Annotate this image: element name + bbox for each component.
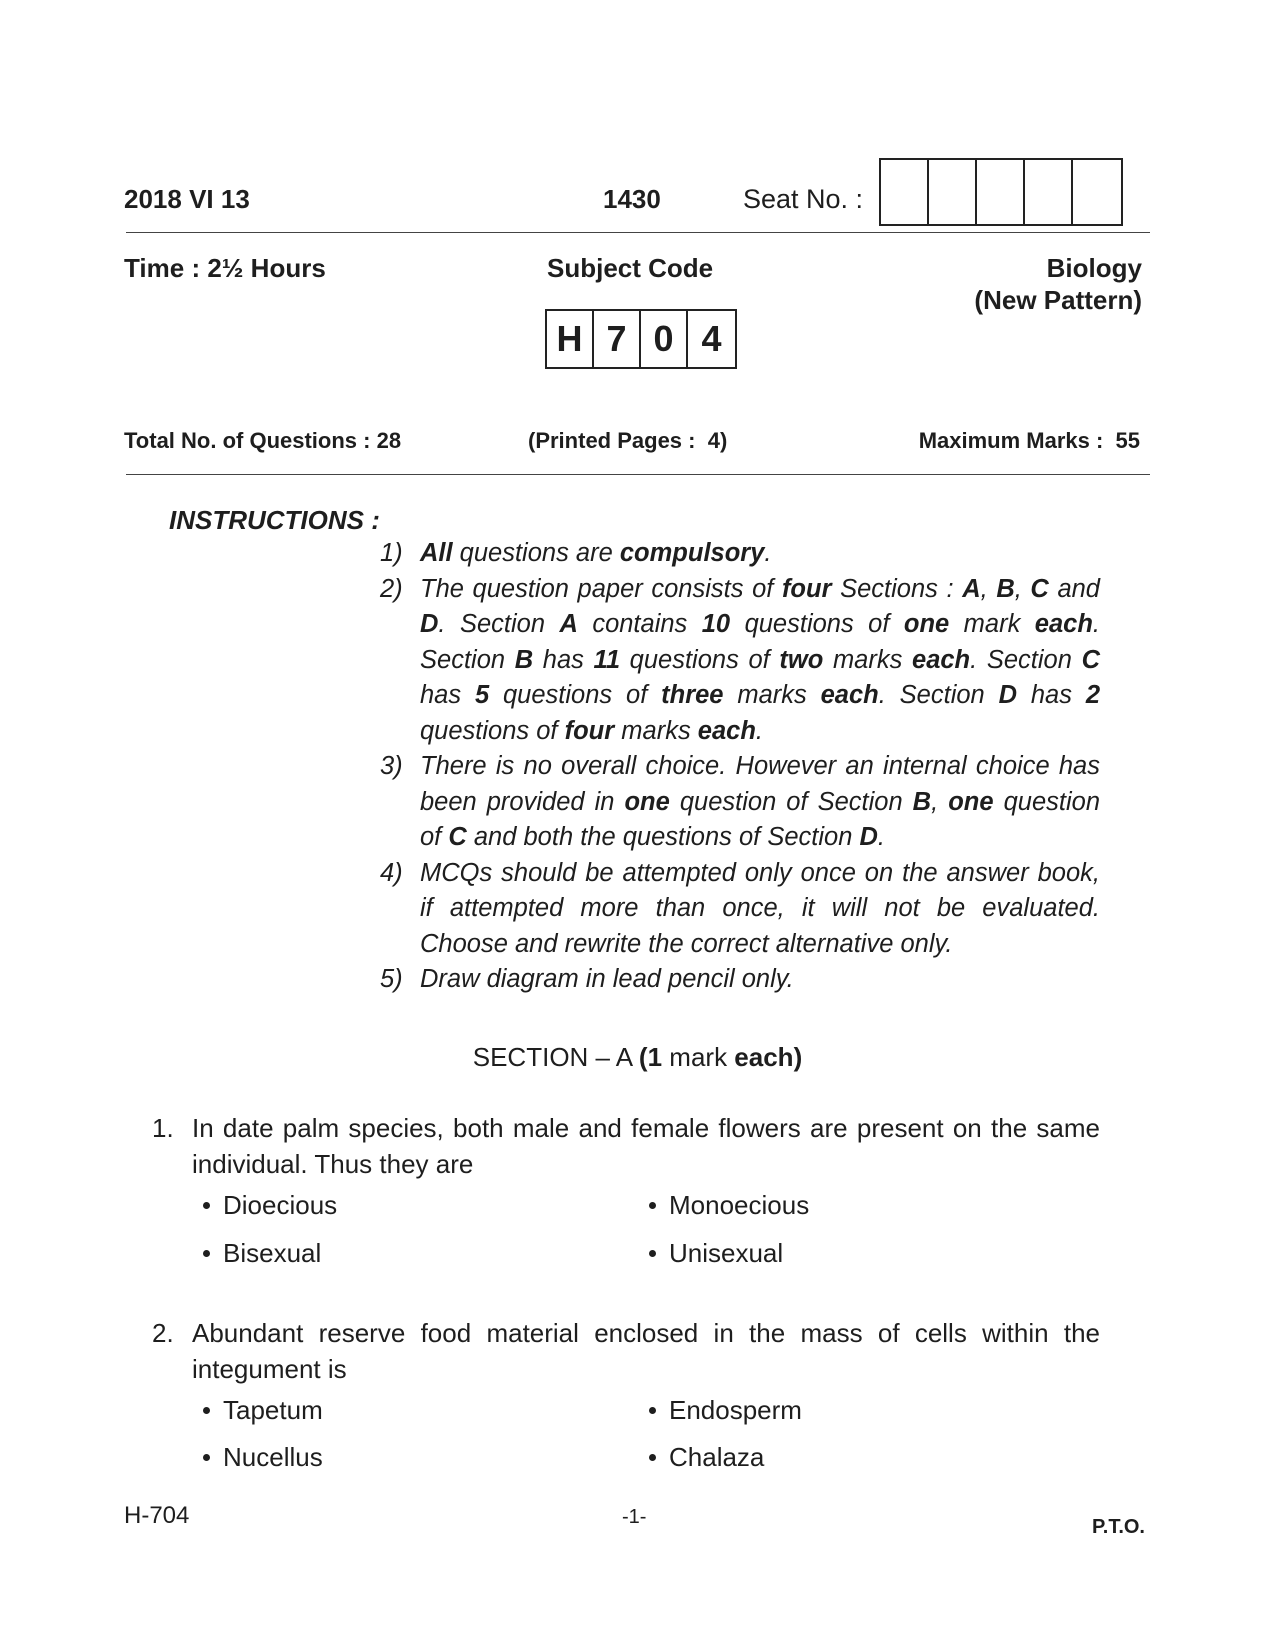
subject-code-char: 7 <box>594 311 641 367</box>
printed-pages: (Printed Pages : 4) <box>528 428 728 453</box>
subject-code-char: 0 <box>641 311 688 367</box>
instruction-item <box>380 962 1100 998</box>
seat-number-boxes[interactable] <box>879 158 1123 226</box>
bullet-icon <box>649 1454 656 1461</box>
seat-box[interactable] <box>977 160 1025 224</box>
instruction-text: The question paper consists of four Sections : A, B, C and D. Section A contains 10 questions of one mark each. Section B has 11 questions of two marks each. Section C has 5 questions of three marks each. Section D has 2 questions of four marks each. <box>420 574 1101 745</box>
divider-bottom <box>126 474 1150 475</box>
subject-code-char: H <box>547 311 594 367</box>
subject-code-char: 4 <box>701 318 722 359</box>
seat-number-label: Seat No. : <box>743 184 864 214</box>
answer-option[interactable]: Bisexual <box>203 1238 321 1269</box>
bullet-icon <box>203 1202 210 1209</box>
answer-option[interactable]: Dioecious <box>203 1190 337 1221</box>
seat-box[interactable] <box>1025 160 1073 224</box>
instruction-text: All questions are compulsory. <box>420 539 772 567</box>
bullet-icon <box>203 1454 210 1461</box>
instruction-text: MCQs should be attempted only once on the answer book, if attempted more than once, it will not be evaluated. Choose and rewrite the correct alternative only. <box>420 858 1100 958</box>
total-questions: Total No. of Questions : 28 <box>124 428 402 453</box>
instructions-list <box>380 536 1100 998</box>
instruction-item <box>380 536 1100 572</box>
instruction-item <box>380 572 1100 750</box>
divider-top <box>126 232 1150 233</box>
instruction-text: Draw diagram in lead pencil only. <box>420 965 794 993</box>
instruction-text: There is no overall choice. However an internal choice has been provided in one question of Section B, one question of C and both the questions of Section D. <box>420 752 1100 851</box>
instructions-title: INSTRUCTIONS : <box>169 505 380 535</box>
instruction-number: 5) <box>380 965 403 993</box>
subject-code-label: Subject Code <box>547 253 714 283</box>
answer-option[interactable]: Nucellus <box>203 1442 323 1473</box>
seat-box[interactable] <box>1073 160 1121 224</box>
subject-pattern: (New Pattern) <box>974 285 1142 315</box>
answer-option[interactable]: Unisexual <box>649 1238 783 1269</box>
footer-paper-code: H-704 <box>124 1502 190 1529</box>
bullet-icon <box>203 1250 210 1257</box>
section-heading: SECTION – A (1 mark each) <box>472 1042 803 1072</box>
paper-number: 1430 <box>603 184 661 214</box>
question <box>152 1110 1100 1182</box>
bullet-icon <box>649 1202 656 1209</box>
instruction-item <box>380 749 1100 856</box>
bullet-icon <box>649 1250 656 1257</box>
bullet-icon <box>203 1407 210 1414</box>
answer-option[interactable]: Tapetum <box>203 1395 323 1426</box>
please-turn-over: P.T.O. <box>1092 1516 1145 1538</box>
question-text: In date palm species, both male and female flowers are present on the same individual. Thus they are <box>192 1113 1100 1179</box>
question <box>152 1315 1100 1387</box>
exam-code: 2018 VI 13 <box>124 184 250 214</box>
seat-box[interactable] <box>929 160 977 224</box>
question-number: 1. <box>152 1113 174 1143</box>
instruction-number: 4) <box>380 858 403 887</box>
subject-code-boxes <box>545 309 737 369</box>
subject-name: Biology <box>1046 253 1142 283</box>
instruction-number: 3) <box>380 752 403 780</box>
page-number: -1- <box>622 1506 647 1528</box>
answer-option[interactable]: Chalaza <box>649 1442 764 1473</box>
question-text: Abundant reserve food material enclosed in the mass of cells within the integument is <box>192 1318 1100 1384</box>
question-number: 2. <box>152 1318 174 1348</box>
seat-box[interactable] <box>881 160 929 224</box>
bullet-icon <box>649 1407 656 1414</box>
instruction-number: 2) <box>380 574 403 603</box>
maximum-marks: Maximum Marks : 55 <box>918 428 1140 453</box>
answer-option[interactable]: Endosperm <box>649 1395 802 1426</box>
time-allowed: Time : 2½ Hours <box>124 253 326 283</box>
instruction-item <box>380 856 1100 963</box>
answer-option[interactable]: Monoecious <box>649 1190 809 1221</box>
instruction-number: 1) <box>380 539 403 567</box>
